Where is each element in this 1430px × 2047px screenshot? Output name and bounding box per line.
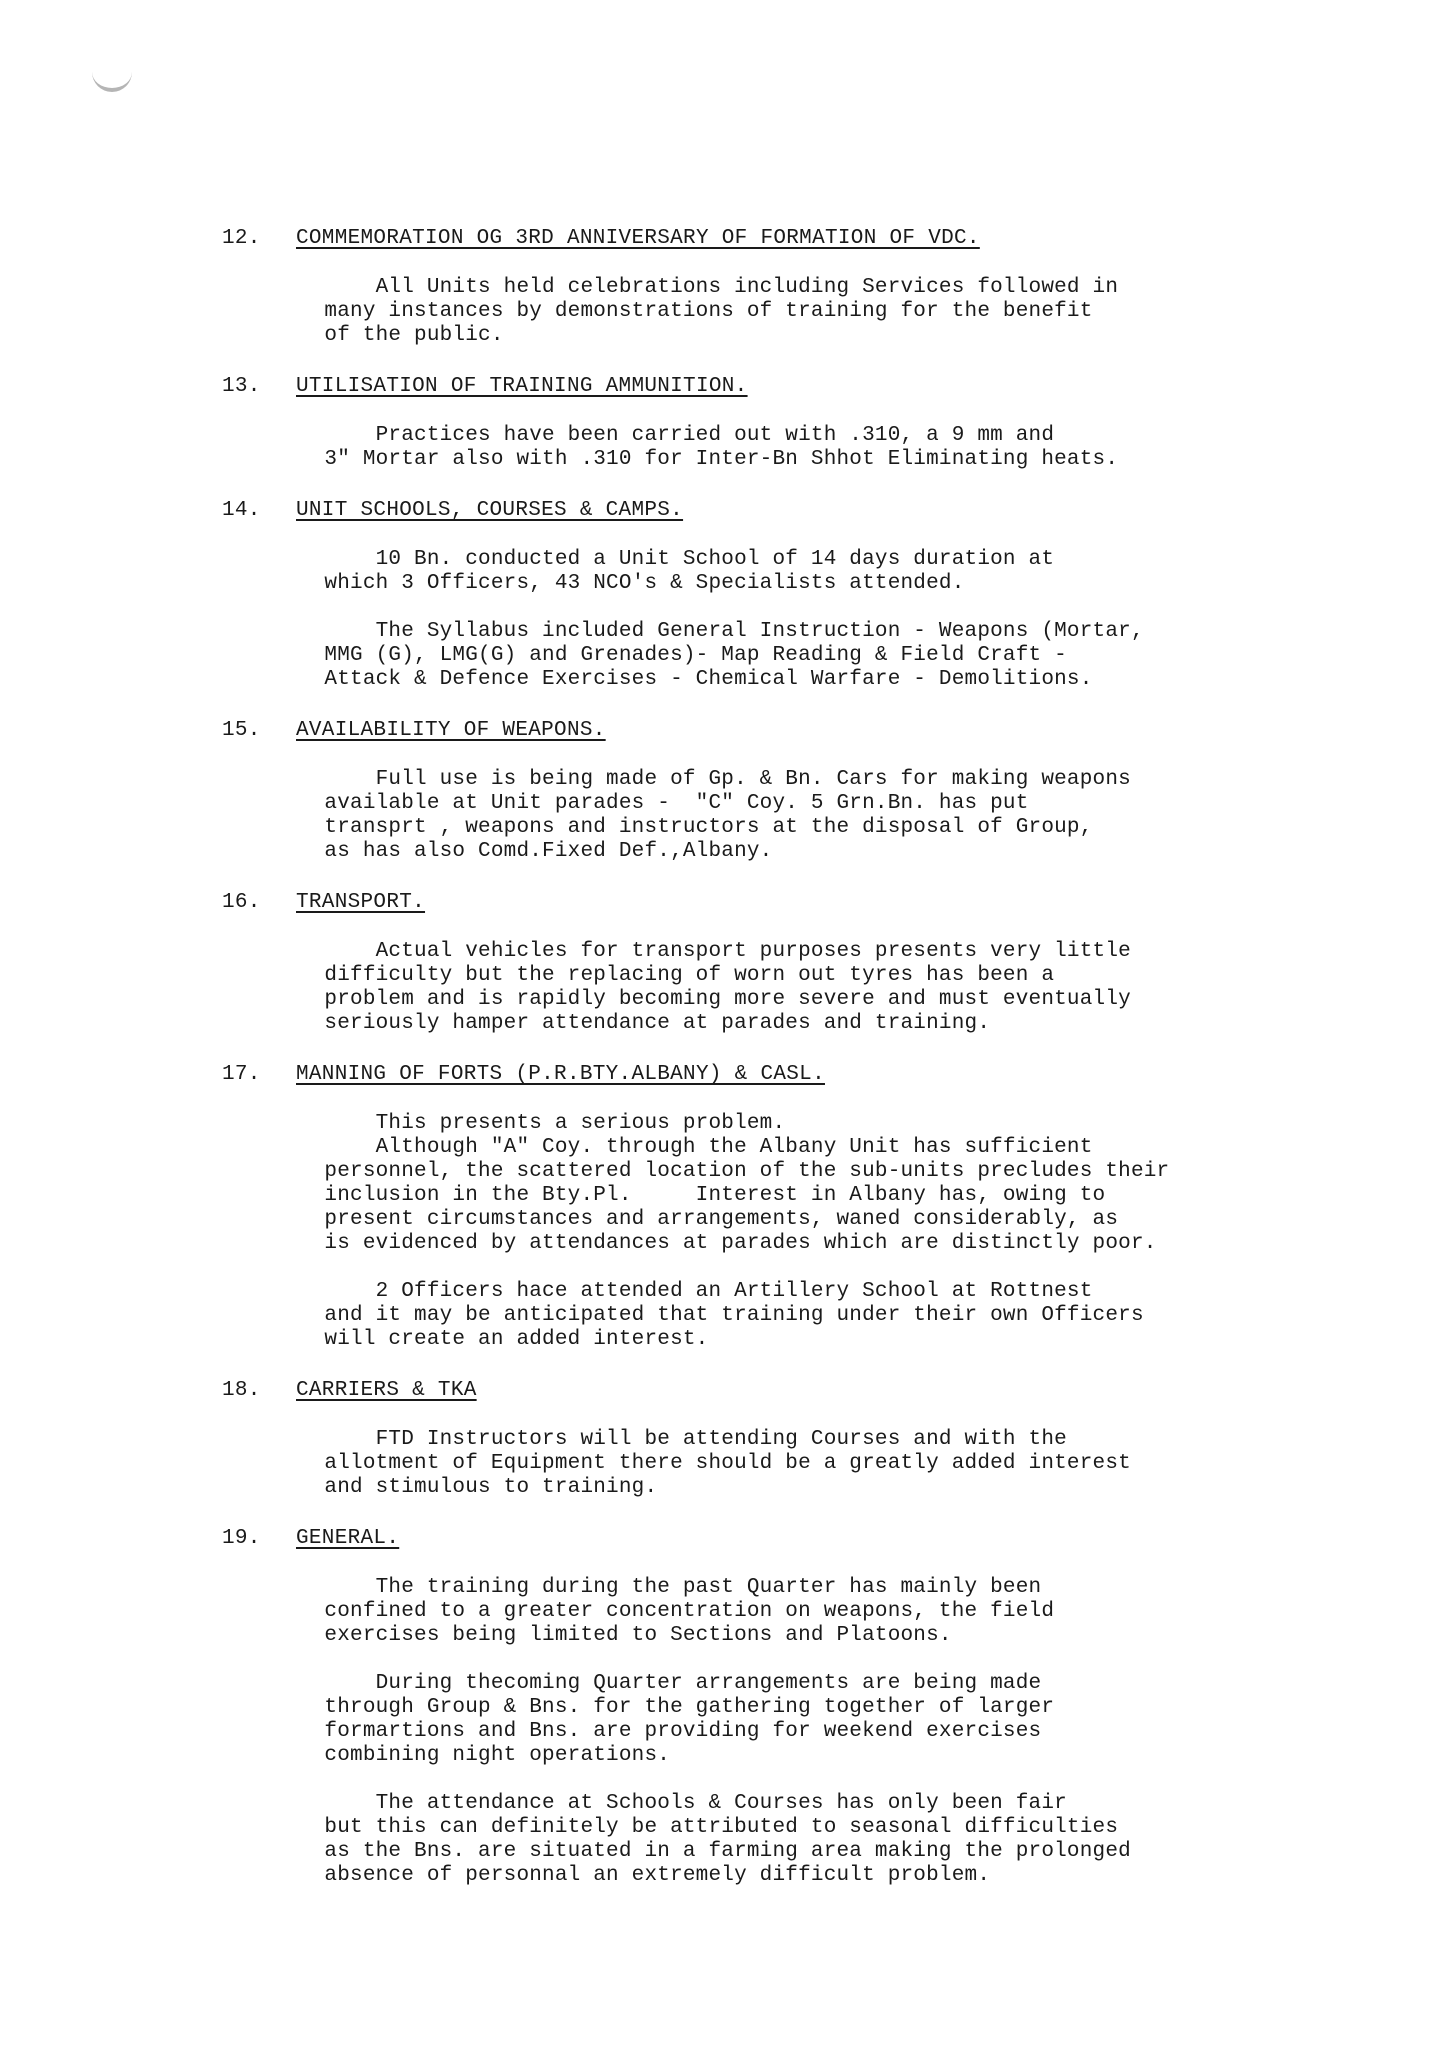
paragraph: [222, 1792, 1302, 1888]
paragraph-line: and stimulous to training.: [222, 1476, 658, 1499]
section: [222, 718, 1302, 864]
paragraph-line: MMG (G), LMG(G) and Grenades)- Map Reading & Field Craft -: [222, 644, 1067, 667]
paragraph: [222, 1112, 1302, 1256]
section-title: UTILISATION OF TRAINING AMMUNITION.: [296, 375, 748, 398]
paragraph-line: exercises being limited to Sections and Platoons.: [222, 1624, 952, 1647]
paragraph: [222, 1280, 1302, 1352]
paragraph-line: available at Unit parades - "C" Coy. 5 Grn.Bn. has put: [222, 792, 1029, 815]
paragraph-line: absence of personnal an extremely difficult problem.: [222, 1864, 991, 1887]
section: [222, 890, 1302, 1036]
paragraph-line: Although "A" Coy. through the Albany Unit has sufficient: [222, 1136, 1093, 1159]
paragraph: [222, 620, 1302, 692]
paragraph-line: is evidenced by attendances at parades which are distinctly poor.: [222, 1232, 1157, 1255]
paragraph-line: allotment of Equipment there should be a greatly added interest: [222, 1452, 1131, 1475]
section-title: UNIT SCHOOLS, COURSES & CAMPS.: [296, 499, 684, 522]
paragraph-line: Practices have been carried out with .310, a 9 mm and: [222, 424, 1055, 447]
paragraph-line: seriously hamper attendance at parades and training.: [222, 1012, 991, 1035]
paragraph: [222, 940, 1302, 1036]
paragraph-line: many instances by demonstrations of training for the benefit: [222, 300, 1093, 323]
paragraph: [222, 1576, 1302, 1648]
paragraph-line: as the Bns. are situated in a farming area making the prolonged: [222, 1840, 1131, 1863]
section-title: AVAILABILITY OF WEAPONS.: [296, 719, 606, 742]
paragraph-line: Attack & Defence Exercises - Chemical Warfare - Demolitions.: [222, 668, 1093, 691]
section-heading: [222, 1062, 1302, 1088]
paragraph-line: present circumstances and arrangements, waned considerably, as: [222, 1208, 1119, 1231]
paragraph-line: inclusion in the Bty.Pl. Interest in Albany has, owing to: [222, 1184, 1106, 1207]
section-title: TRANSPORT.: [296, 891, 426, 914]
paragraph-line: All Units held celebrations including Services followed in: [222, 276, 1119, 299]
section: [222, 1378, 1302, 1500]
section-number: 13.: [222, 375, 261, 398]
paragraph-line: confined to a greater concentration on weapons, the field: [222, 1600, 1055, 1623]
paragraph-line: Full use is being made of Gp. & Bn. Cars for making weapons: [222, 768, 1131, 791]
paragraph-line: as has also Comd.Fixed Def.,Albany.: [222, 840, 773, 863]
paragraph: [222, 1428, 1302, 1500]
paragraph-line: During thecoming Quarter arrangements are being made: [222, 1672, 1042, 1695]
section-title: CARRIERS & TKA: [296, 1379, 477, 1402]
paragraph-line: The attendance at Schools & Courses has only been fair: [222, 1792, 1067, 1815]
paragraph-line: problem and is rapidly becoming more severe and must eventually: [222, 988, 1131, 1011]
page-corner-mark: [92, 62, 132, 92]
paragraph-line: This presents a serious problem.: [222, 1112, 786, 1135]
paragraph-line: personnel, the scattered location of the sub-units precludes their: [222, 1160, 1170, 1183]
paragraph: [222, 424, 1302, 472]
section-heading: [222, 718, 1302, 744]
section-number: 18.: [222, 1379, 261, 1402]
paragraph-line: formartions and Bns. are providing for weekend exercises: [222, 1720, 1042, 1743]
paragraph: [222, 276, 1302, 348]
paragraph-line: 10 Bn. conducted a Unit School of 14 days duration at: [222, 548, 1055, 571]
section-number: 15.: [222, 719, 261, 742]
section-heading: [222, 1378, 1302, 1404]
paragraph-line: The Syllabus included General Instruction - Weapons (Mortar,: [222, 620, 1144, 643]
paragraph-line: 2 Officers hace attended an Artillery School at Rottnest: [222, 1280, 1093, 1303]
paragraph-line: FTD Instructors will be attending Courses and with the: [222, 1428, 1067, 1451]
paragraph-line: will create an added interest.: [222, 1328, 709, 1351]
section: [222, 374, 1302, 472]
section-number: 14.: [222, 499, 261, 522]
section: [222, 226, 1302, 348]
section-number: 19.: [222, 1527, 261, 1550]
section-number: 17.: [222, 1063, 261, 1086]
section-heading: [222, 226, 1302, 252]
section: [222, 1062, 1302, 1352]
paragraph-line: of the public.: [222, 324, 504, 347]
section-title: GENERAL.: [296, 1527, 400, 1550]
paragraph: [222, 768, 1302, 864]
paragraph: [222, 548, 1302, 596]
paragraph-line: Actual vehicles for transport purposes presents very little: [222, 940, 1131, 963]
paragraph-line: 3" Mortar also with .310 for Inter-Bn Shhot Eliminating heats.: [222, 448, 1119, 471]
section: [222, 1526, 1302, 1888]
section-title: MANNING OF FORTS (P.R.BTY.ALBANY) & CASL.: [296, 1063, 825, 1086]
section-number: 12.: [222, 227, 261, 250]
document-body: [222, 226, 1302, 1888]
section-heading: [222, 1526, 1302, 1552]
paragraph-line: The training during the past Quarter has mainly been: [222, 1576, 1042, 1599]
paragraph-line: and it may be anticipated that training under their own Officers: [222, 1304, 1144, 1327]
section-heading: [222, 374, 1302, 400]
paragraph: [222, 1672, 1302, 1768]
paragraph-line: difficulty but the replacing of worn out tyres has been a: [222, 964, 1055, 987]
paragraph-line: combining night operations.: [222, 1744, 671, 1767]
paragraph-line: which 3 Officers, 43 NCO's & Specialists attended.: [222, 572, 965, 595]
section-heading: [222, 890, 1302, 916]
section-heading: [222, 498, 1302, 524]
section: [222, 498, 1302, 692]
section-title: COMMEMORATION OG 3RD ANNIVERSARY OF FORMATION OF VDC.: [296, 227, 980, 250]
section-number: 16.: [222, 891, 261, 914]
paragraph-line: transprt , weapons and instructors at the disposal of Group,: [222, 816, 1093, 839]
paragraph-line: but this can definitely be attributed to seasonal difficulties: [222, 1816, 1119, 1839]
paragraph-line: through Group & Bns. for the gathering together of larger: [222, 1696, 1055, 1719]
